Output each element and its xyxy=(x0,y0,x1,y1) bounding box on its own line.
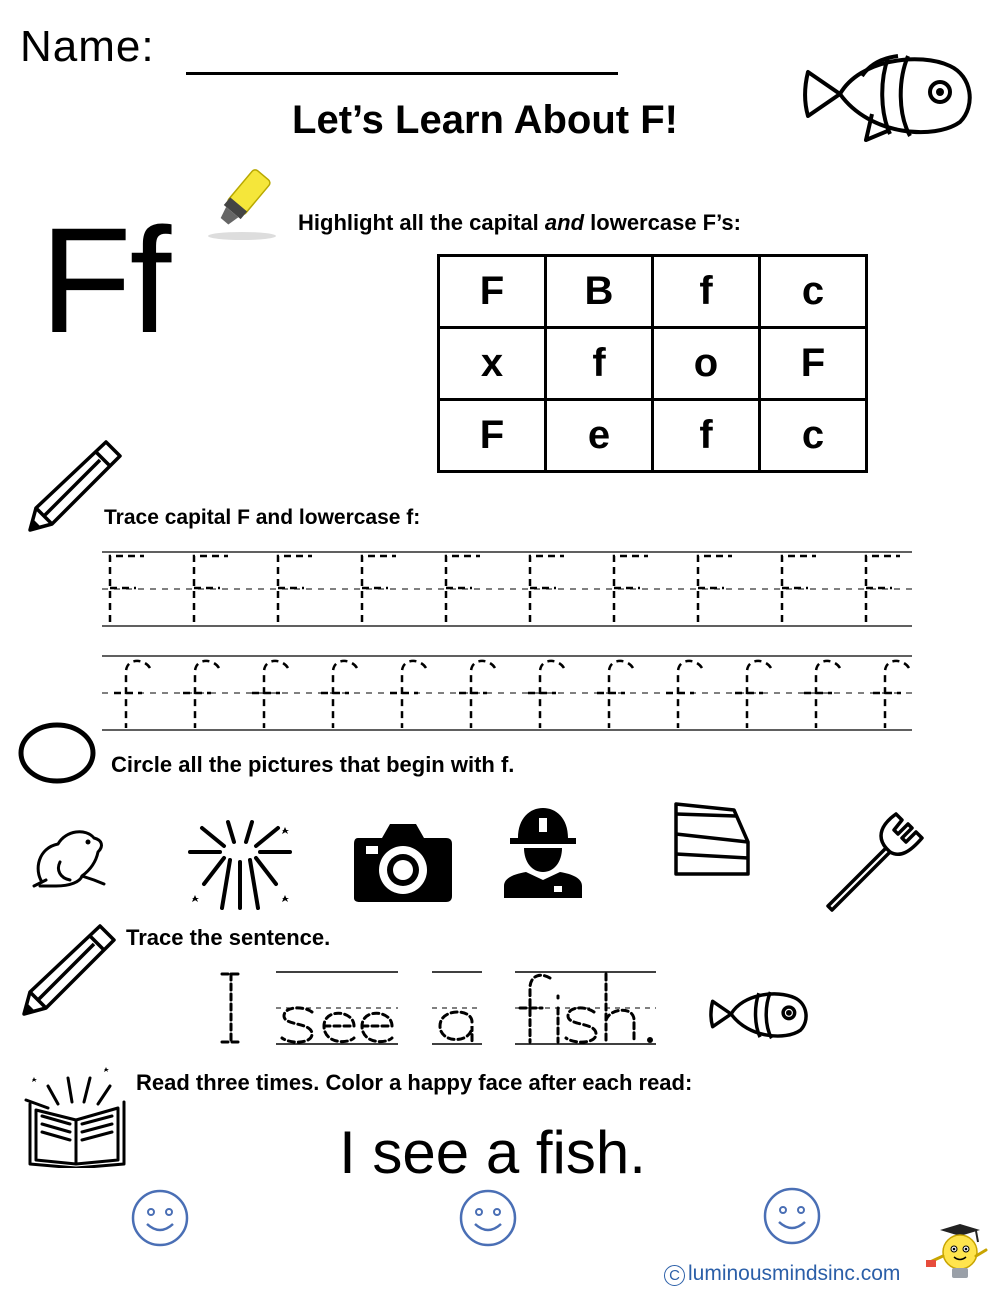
circle-icon xyxy=(16,720,98,786)
grid-cell[interactable]: x xyxy=(439,328,546,400)
happy-face-2[interactable] xyxy=(458,1188,518,1248)
firefighter-icon[interactable] xyxy=(500,806,586,900)
fireworks-icon[interactable] xyxy=(184,818,296,914)
trace-lowercase-f[interactable] xyxy=(252,661,288,728)
pencil-icon xyxy=(16,920,120,1020)
trace-letters-instruction: Trace capital F and lowercase f: xyxy=(104,506,421,529)
highlight-instruction: Highlight all the capital and lowercase F’s: xyxy=(298,210,741,235)
trace-sentence-instruction: Trace the sentence. xyxy=(126,925,331,950)
happy-face-3[interactable] xyxy=(762,1186,822,1246)
grid-cell[interactable]: F xyxy=(439,400,546,472)
footer-copyright xyxy=(664,1262,900,1286)
trace-lowercase-f[interactable] xyxy=(114,661,150,728)
highlighter-icon xyxy=(202,166,282,244)
trace-lowercase-f[interactable] xyxy=(873,661,909,728)
trace-letters-area[interactable] xyxy=(100,544,915,734)
trace-lowercase-f[interactable] xyxy=(528,661,564,728)
name-label: Name: xyxy=(20,22,155,71)
grid-cell[interactable]: B xyxy=(546,256,653,328)
grid-cell[interactable]: F xyxy=(760,328,867,400)
trace-lowercase-f[interactable] xyxy=(183,661,219,728)
happy-face-1[interactable] xyxy=(130,1188,190,1248)
footer-site: luminousmindsinc.com xyxy=(688,1262,901,1285)
trace-lowercase-f[interactable] xyxy=(666,661,702,728)
big-letters: Ff xyxy=(40,196,170,364)
frog-icon[interactable] xyxy=(30,822,110,892)
fish-icon xyxy=(800,44,980,144)
circle-instruction: Circle all the pictures that begin with f. xyxy=(111,752,515,777)
grid-cell[interactable]: f xyxy=(653,400,760,472)
trace-lowercase-f[interactable] xyxy=(735,661,771,728)
lightbulb-mascot-icon xyxy=(924,1222,990,1286)
grid-cell[interactable]: f xyxy=(546,328,653,400)
grid-cell[interactable]: e xyxy=(546,400,653,472)
name-line xyxy=(186,72,618,75)
trace-lowercase-f[interactable] xyxy=(597,661,633,728)
camera-icon[interactable] xyxy=(352,820,454,904)
trace-lowercase-f[interactable] xyxy=(321,661,357,728)
trace-lowercase-f[interactable] xyxy=(459,661,495,728)
copyright-icon: C xyxy=(664,1265,685,1286)
fork-icon[interactable] xyxy=(824,806,934,914)
grid-cell[interactable]: c xyxy=(760,256,867,328)
read-instruction: Read three times. Color a happy face after each read: xyxy=(136,1070,693,1095)
small-fish-icon xyxy=(708,984,812,1044)
cake-icon[interactable] xyxy=(672,800,752,880)
grid-cell[interactable]: o xyxy=(653,328,760,400)
grid-cell[interactable]: c xyxy=(760,400,867,472)
trace-sentence-area[interactable] xyxy=(210,964,670,1054)
grid-cell[interactable]: f xyxy=(653,256,760,328)
grid-cell[interactable]: F xyxy=(439,256,546,328)
letter-grid xyxy=(437,254,868,473)
trace-lowercase-f[interactable] xyxy=(804,661,840,728)
page-title: Let’s Learn About F! xyxy=(292,98,678,142)
trace-lowercase-f[interactable] xyxy=(390,661,426,728)
read-sentence: I see a fish. xyxy=(339,1119,646,1186)
